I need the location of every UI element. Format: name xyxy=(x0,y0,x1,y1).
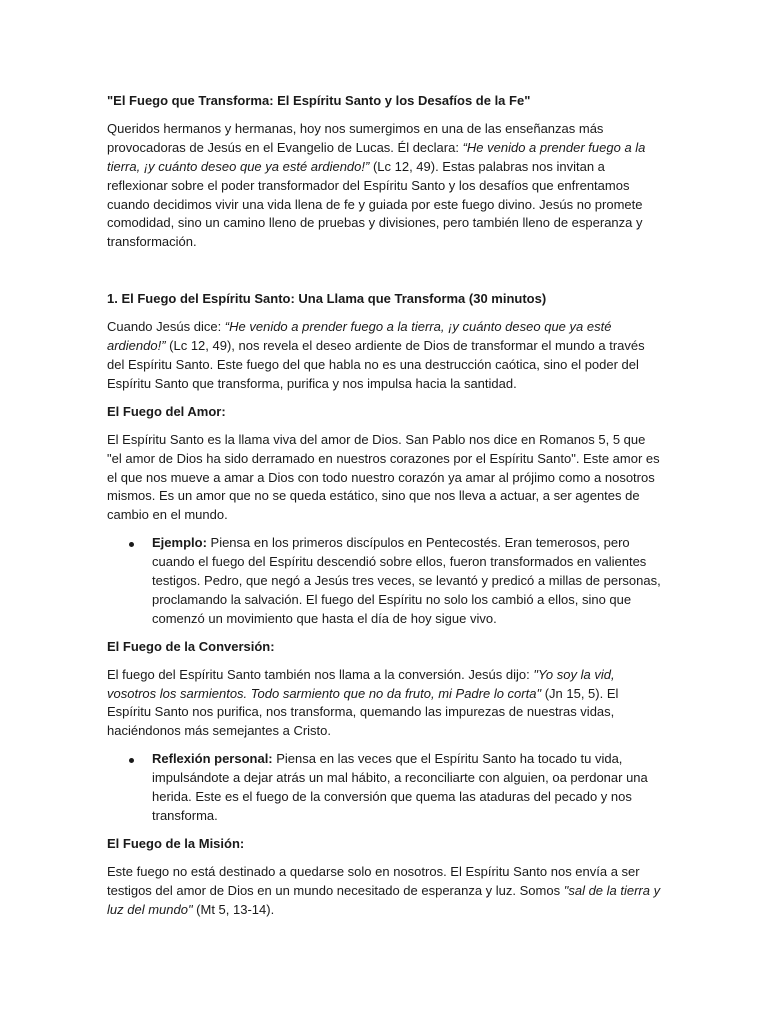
mision-paragraph xyxy=(107,863,663,920)
conversion-text-2: (Jn 15, 5). El Espíritu Santo nos purifica, nos transforma, quemando las impurezas de nuestras vidas, haciéndonos más semejantes a Cristo. xyxy=(107,685,619,739)
mision-quote: "sal de la tierra y luz del mundo" xyxy=(107,882,661,917)
intro-text-2: (Lc 12, 49). Estas palabras nos invitan a reflexionar sobre el poder transformador del Espíritu Santo y los desafíos que enfrentamos cuando decidimos vivir una vida llena de fe y guiada por este fuego divino. Jesús no promete comodidad, sino un camino lleno de pruebas y divisiones, pero también lleno de esperanza y transformación. xyxy=(107,158,643,250)
amor-paragraph: El Espíritu Santo es la llama viva del amor de Dios. San Pablo nos dice en Romanos 5, 5 que "el amor de Dios ha sido derramado en nuestros corazones por el Espíritu Santo". Este amor es el que nos mueve a amar a Dios con todo nuestro corazón ya amar al prójimo como a nosotros mismos. Es un amor que no se queda estático, sino que nos lleva a actuar, a ser agentes de cambio en el mundo. xyxy=(107,431,660,523)
conversion-bullet-list xyxy=(107,750,663,826)
section-1-text-1: Cuando Jesús dice: xyxy=(107,319,225,335)
section-1-paragraph xyxy=(107,318,663,394)
section-1-heading: 1. El Fuego del Espíritu Santo: Una Llama que Transforma (30 minutos) xyxy=(107,291,547,307)
bullet-dot xyxy=(129,758,134,763)
document-body xyxy=(107,92,663,929)
intro-text-1: Queridos hermanos y hermanas, hoy nos sumergimos en una de las enseñanzas más provocadoras de Jesús en el Evangelio de Lucas. Él declara: xyxy=(107,120,604,155)
bullet-text: Piensa en las veces que el Espíritu Santo ha tocado tu vida, impulsándote a dejar atrás un mal hábito, a reconciliarte con alguien, oa perdonar una herida. Este es el fuego de la conversión que quema las ataduras del pecado y nos transforma. xyxy=(152,751,648,823)
conversion-heading: El Fuego de la Conversión: xyxy=(107,638,275,654)
document-title: "El Fuego que Transforma: El Espíritu Santo y los Desafíos de la Fe" xyxy=(107,93,531,108)
intro-quote: “He venido a prender fuego a la tierra, ¡y cuánto deseo que ya esté ardiendo!” xyxy=(107,139,646,174)
conversion-paragraph xyxy=(107,666,663,742)
section-1-quote: “He venido a prender fuego a la tierra, ¡y cuánto deseo que ya esté ardiendo!” xyxy=(107,319,612,354)
mision-text-1: Este fuego no está destinado a quedarse solo en nosotros. El Espíritu Santo nos envía a ser testigos del amor de Dios en un mundo necesitado de esperanza y luz. Somos xyxy=(107,863,640,898)
list-item xyxy=(152,750,663,826)
bullet-text: Piensa en los primeros discípulos en Pentecostés. Eran temerosos, pero cuando el fuego del Espíritu descendió sobre ellos, fueron transformados en valientes testigos. Pedro, que negó a Jesús tres veces, se levantó y predicó a millas de personas, proclamando la salvación. El fuego del Espíritu no solo los cambió a ellos, sino que comenzó un movimiento que hasta el día de hoy sigue vivo. xyxy=(152,535,661,626)
mision-text-2: (Mt 5, 13-14). xyxy=(192,901,275,917)
mision-heading: El Fuego de la Misión: xyxy=(107,835,245,851)
bullet-label: Ejemplo: xyxy=(152,535,207,551)
bullet-label: Reflexión personal: xyxy=(152,751,273,767)
conversion-quote: "Yo soy la vid, vosotros los sarmientos. Todo sarmiento que no da fruto, mi Padre lo corta" xyxy=(107,666,615,701)
intro-paragraph xyxy=(107,120,663,252)
list-item xyxy=(152,534,663,629)
bullet-dot xyxy=(129,542,134,547)
conversion-text-1: El fuego del Espíritu Santo también nos llama a la conversión. Jesús dijo: xyxy=(107,666,534,682)
section-1-text-2: (Lc 12, 49), nos revela el deseo ardiente de Dios de transformar el mundo a través del Espíritu Santo. Este fuego del que habla no es una destrucción caótica, sino el poder del Espíritu Santo que transforma, purifica y nos impulsa hacia la santidad. xyxy=(107,338,645,391)
amor-heading: El Fuego del Amor: xyxy=(107,403,226,419)
amor-bullet-list xyxy=(107,534,663,629)
